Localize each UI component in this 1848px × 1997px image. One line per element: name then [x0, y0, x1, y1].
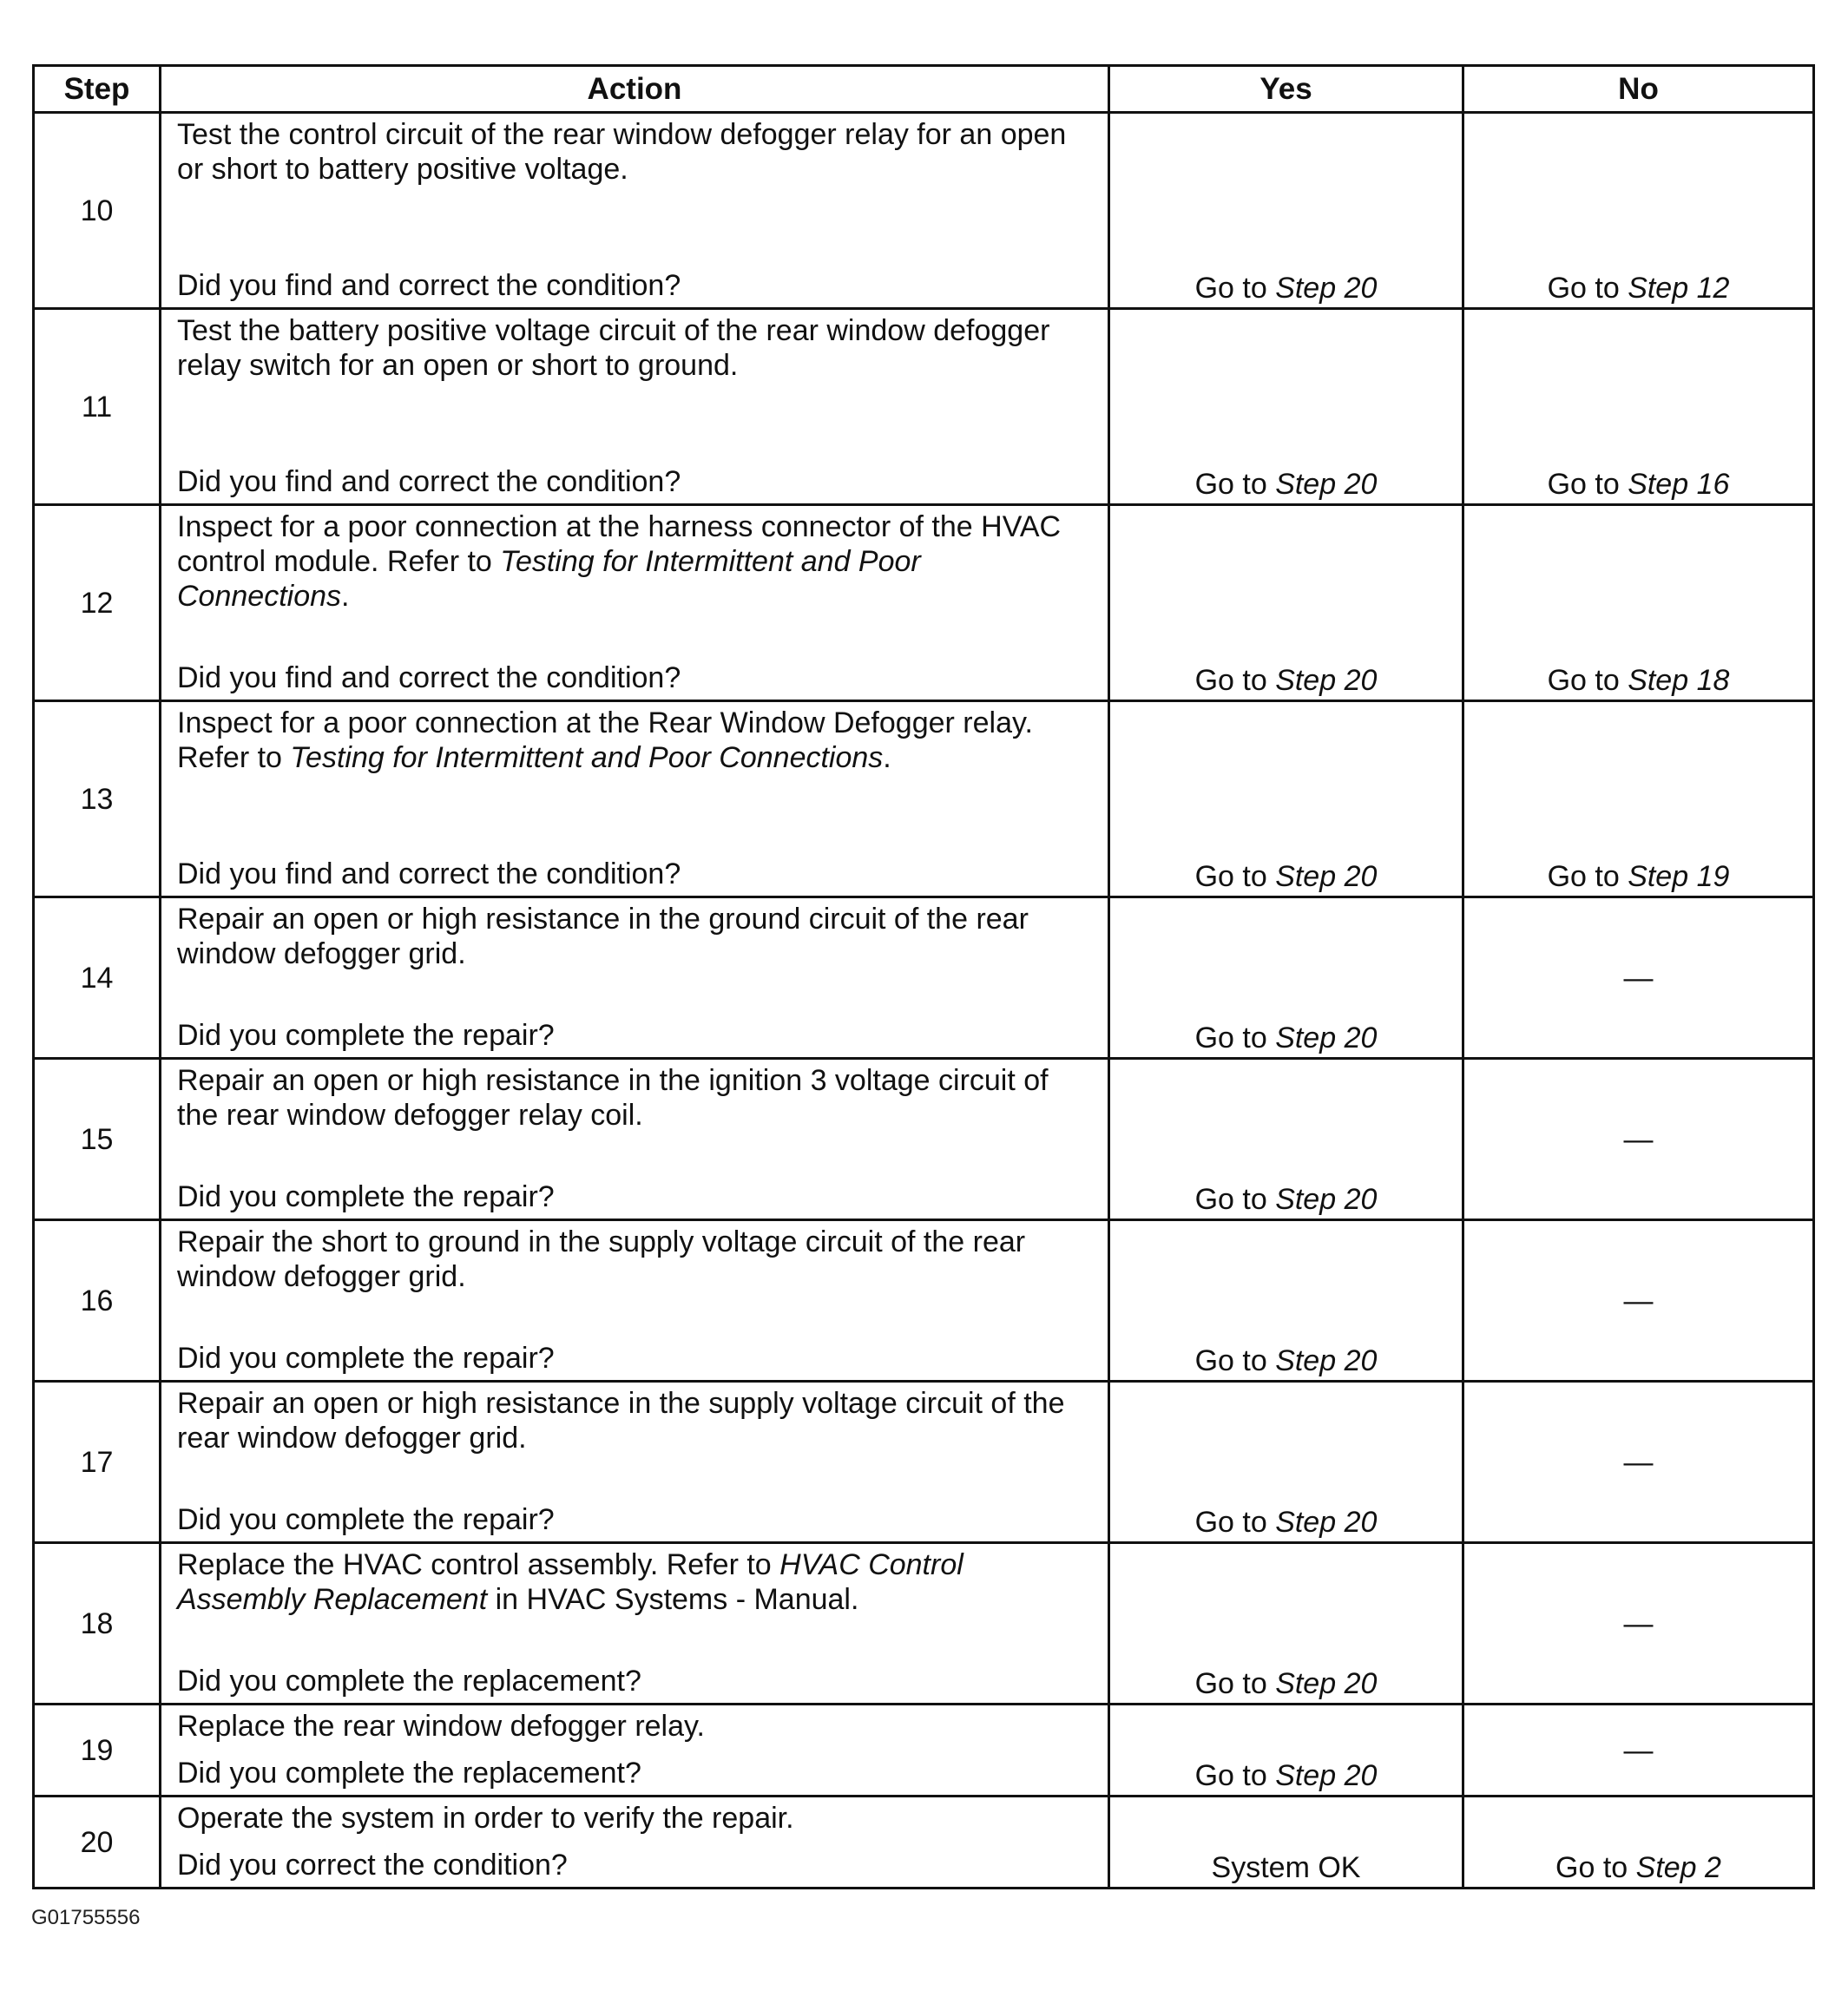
table-row [34, 1705, 1814, 1797]
step-reference: Step 12 [1628, 272, 1730, 305]
header-action: Action [161, 66, 1109, 113]
no-result-dash: — [1623, 1122, 1654, 1156]
action-question: Did you complete the replacement? [177, 1757, 641, 1790]
no-result-dash: — [1623, 1445, 1654, 1479]
step-number: 16 [34, 1220, 161, 1382]
yes-result [1109, 309, 1463, 505]
step-reference: Step 20 [1275, 1183, 1378, 1216]
table-row [34, 1543, 1814, 1705]
no-result [1463, 1543, 1814, 1705]
table-row [34, 1382, 1814, 1543]
goto-prefix: Go to [1547, 860, 1628, 893]
step-reference: Step 20 [1275, 1021, 1378, 1054]
goto-prefix: Go to [1194, 1183, 1276, 1216]
table-row [34, 1220, 1814, 1382]
yes-result [1109, 1705, 1463, 1797]
action-instruction [177, 1547, 1094, 1617]
goto-prefix: Go to [1194, 860, 1276, 893]
action-cell [161, 1543, 1109, 1705]
header-yes: Yes [1109, 66, 1463, 113]
step-number: 18 [34, 1543, 161, 1705]
yes-result [1109, 1382, 1463, 1543]
step-number: 19 [34, 1705, 161, 1797]
action-question: Did you find and correct the condition? [177, 269, 681, 302]
action-text: Inspect for a poor connection at the Rear Window Defogger relay. Refer to [177, 706, 1033, 774]
action-text: Operate the system in order to verify the repair. [177, 1802, 794, 1835]
action-text: . [341, 580, 350, 613]
step-reference: Step 20 [1275, 860, 1378, 893]
goto-prefix: Go to [1194, 468, 1276, 501]
goto-prefix: Go to [1555, 1851, 1636, 1884]
step-number: 11 [34, 309, 161, 505]
action-text: Replace the HVAC control assembly. Refer to [177, 1548, 780, 1581]
action-question: Did you find and correct the condition? [177, 465, 681, 498]
no-result [1463, 1705, 1814, 1797]
step-number: 10 [34, 113, 161, 309]
action-reference: HVAC Control Assembly Replacement [177, 1548, 963, 1616]
no-result [1463, 701, 1814, 897]
yes-result [1109, 113, 1463, 309]
table-row [34, 309, 1814, 505]
yes-result [1109, 897, 1463, 1059]
no-result [1463, 1220, 1814, 1382]
action-cell [161, 1059, 1109, 1220]
table-row [34, 1797, 1814, 1889]
yes-result [1109, 1797, 1463, 1889]
step-reference: Step 20 [1275, 1759, 1378, 1792]
action-cell [161, 1797, 1109, 1889]
action-question: Did you correct the condition? [177, 1849, 568, 1882]
yes-result [1109, 1220, 1463, 1382]
action-question: Did you complete the repair? [177, 1342, 555, 1375]
no-result [1463, 1382, 1814, 1543]
action-text: Test the control circuit of the rear window defogger relay for an open or short to battery positive voltage. [177, 118, 1067, 186]
step-number: 15 [34, 1059, 161, 1220]
action-reference: Testing for Intermittent and Poor Connections [177, 545, 921, 613]
goto-prefix: Go to [1194, 1667, 1276, 1700]
no-result [1463, 1059, 1814, 1220]
action-instruction [177, 1709, 1094, 1744]
action-instruction [177, 117, 1094, 187]
action-cell [161, 701, 1109, 897]
yes-result [1109, 1543, 1463, 1705]
goto-prefix: Go to [1194, 1021, 1276, 1054]
step-reference: Step 20 [1275, 1506, 1378, 1539]
action-instruction [177, 1386, 1094, 1455]
action-text: Repair an open or high resistance in the ground circuit of the rear window defogger grid. [177, 903, 1029, 970]
action-instruction [177, 1801, 1094, 1836]
table-body [34, 113, 1814, 1889]
action-instruction [177, 1063, 1094, 1133]
goto-prefix: Go to [1547, 272, 1628, 305]
action-cell [161, 1705, 1109, 1797]
goto-prefix: Go to [1194, 664, 1276, 697]
yes-result [1109, 701, 1463, 897]
action-instruction [177, 313, 1094, 383]
action-cell [161, 505, 1109, 701]
table-row [34, 113, 1814, 309]
step-number: 17 [34, 1382, 161, 1543]
step-reference: Step 20 [1275, 664, 1378, 697]
action-cell [161, 113, 1109, 309]
action-cell [161, 1220, 1109, 1382]
yes-result [1109, 1059, 1463, 1220]
goto-prefix: Go to [1547, 664, 1628, 697]
step-reference: Step 19 [1628, 860, 1730, 893]
action-instruction [177, 1225, 1094, 1294]
result-text: System OK [1211, 1851, 1361, 1884]
step-reference: Step 16 [1628, 468, 1730, 501]
action-cell [161, 897, 1109, 1059]
no-result [1463, 1797, 1814, 1889]
step-reference: Step 20 [1275, 1344, 1378, 1377]
action-cell [161, 309, 1109, 505]
no-result-dash: — [1623, 1606, 1654, 1640]
action-instruction [177, 902, 1094, 971]
action-text: in HVAC Systems - Manual. [487, 1583, 859, 1616]
action-text: Replace the rear window defogger relay. [177, 1710, 705, 1743]
goto-prefix: Go to [1547, 468, 1628, 501]
action-text: Repair an open or high resistance in the ignition 3 voltage circuit of the rear window defogger relay coil. [177, 1064, 1049, 1132]
action-question: Did you complete the repair? [177, 1503, 555, 1536]
no-result-dash: — [1623, 961, 1654, 995]
step-reference: Step 20 [1275, 1667, 1378, 1700]
action-reference: Testing for Intermittent and Poor Connections [290, 741, 884, 774]
no-result [1463, 113, 1814, 309]
step-number: 20 [34, 1797, 161, 1889]
goto-prefix: Go to [1194, 272, 1276, 305]
table-row [34, 897, 1814, 1059]
action-instruction [177, 509, 1094, 614]
action-cell [161, 1382, 1109, 1543]
action-text: Repair the short to ground in the supply voltage circuit of the rear window defogger grid. [177, 1225, 1026, 1293]
header-no: No [1463, 66, 1814, 113]
step-reference: Step 18 [1628, 664, 1730, 697]
figure-id: G01755556 [31, 1906, 141, 1929]
action-text: Inspect for a poor connection at the harness connector of the HVAC control module. Refer to [177, 510, 1062, 578]
step-reference: Step 20 [1275, 272, 1378, 305]
action-text: Test the battery positive voltage circuit of the rear window defogger relay switch for an open or short to ground. [177, 314, 1050, 382]
action-text: . [883, 741, 891, 774]
step-number: 13 [34, 701, 161, 897]
step-number: 14 [34, 897, 161, 1059]
action-question: Did you find and correct the condition? [177, 661, 681, 694]
step-number: 12 [34, 505, 161, 701]
action-question: Did you complete the repair? [177, 1180, 555, 1213]
no-result [1463, 505, 1814, 701]
diagnostic-table [32, 64, 1815, 1889]
table-header-row [34, 66, 1814, 113]
no-result-dash: — [1623, 1733, 1654, 1767]
no-result [1463, 897, 1814, 1059]
goto-prefix: Go to [1194, 1759, 1276, 1792]
action-instruction [177, 706, 1094, 775]
table-row [34, 1059, 1814, 1220]
action-question: Did you complete the replacement? [177, 1665, 641, 1698]
step-reference: Step 20 [1275, 468, 1378, 501]
step-reference: Step 2 [1635, 1851, 1721, 1884]
table-row [34, 505, 1814, 701]
goto-prefix: Go to [1194, 1344, 1276, 1377]
no-result [1463, 309, 1814, 505]
action-text: Repair an open or high resistance in the supply voltage circuit of the rear window defogger grid. [177, 1387, 1065, 1455]
table-row [34, 701, 1814, 897]
goto-prefix: Go to [1194, 1506, 1276, 1539]
no-result-dash: — [1623, 1284, 1654, 1317]
action-question: Did you complete the repair? [177, 1019, 555, 1052]
action-question: Did you find and correct the condition? [177, 857, 681, 890]
header-step: Step [34, 66, 161, 113]
yes-result [1109, 505, 1463, 701]
